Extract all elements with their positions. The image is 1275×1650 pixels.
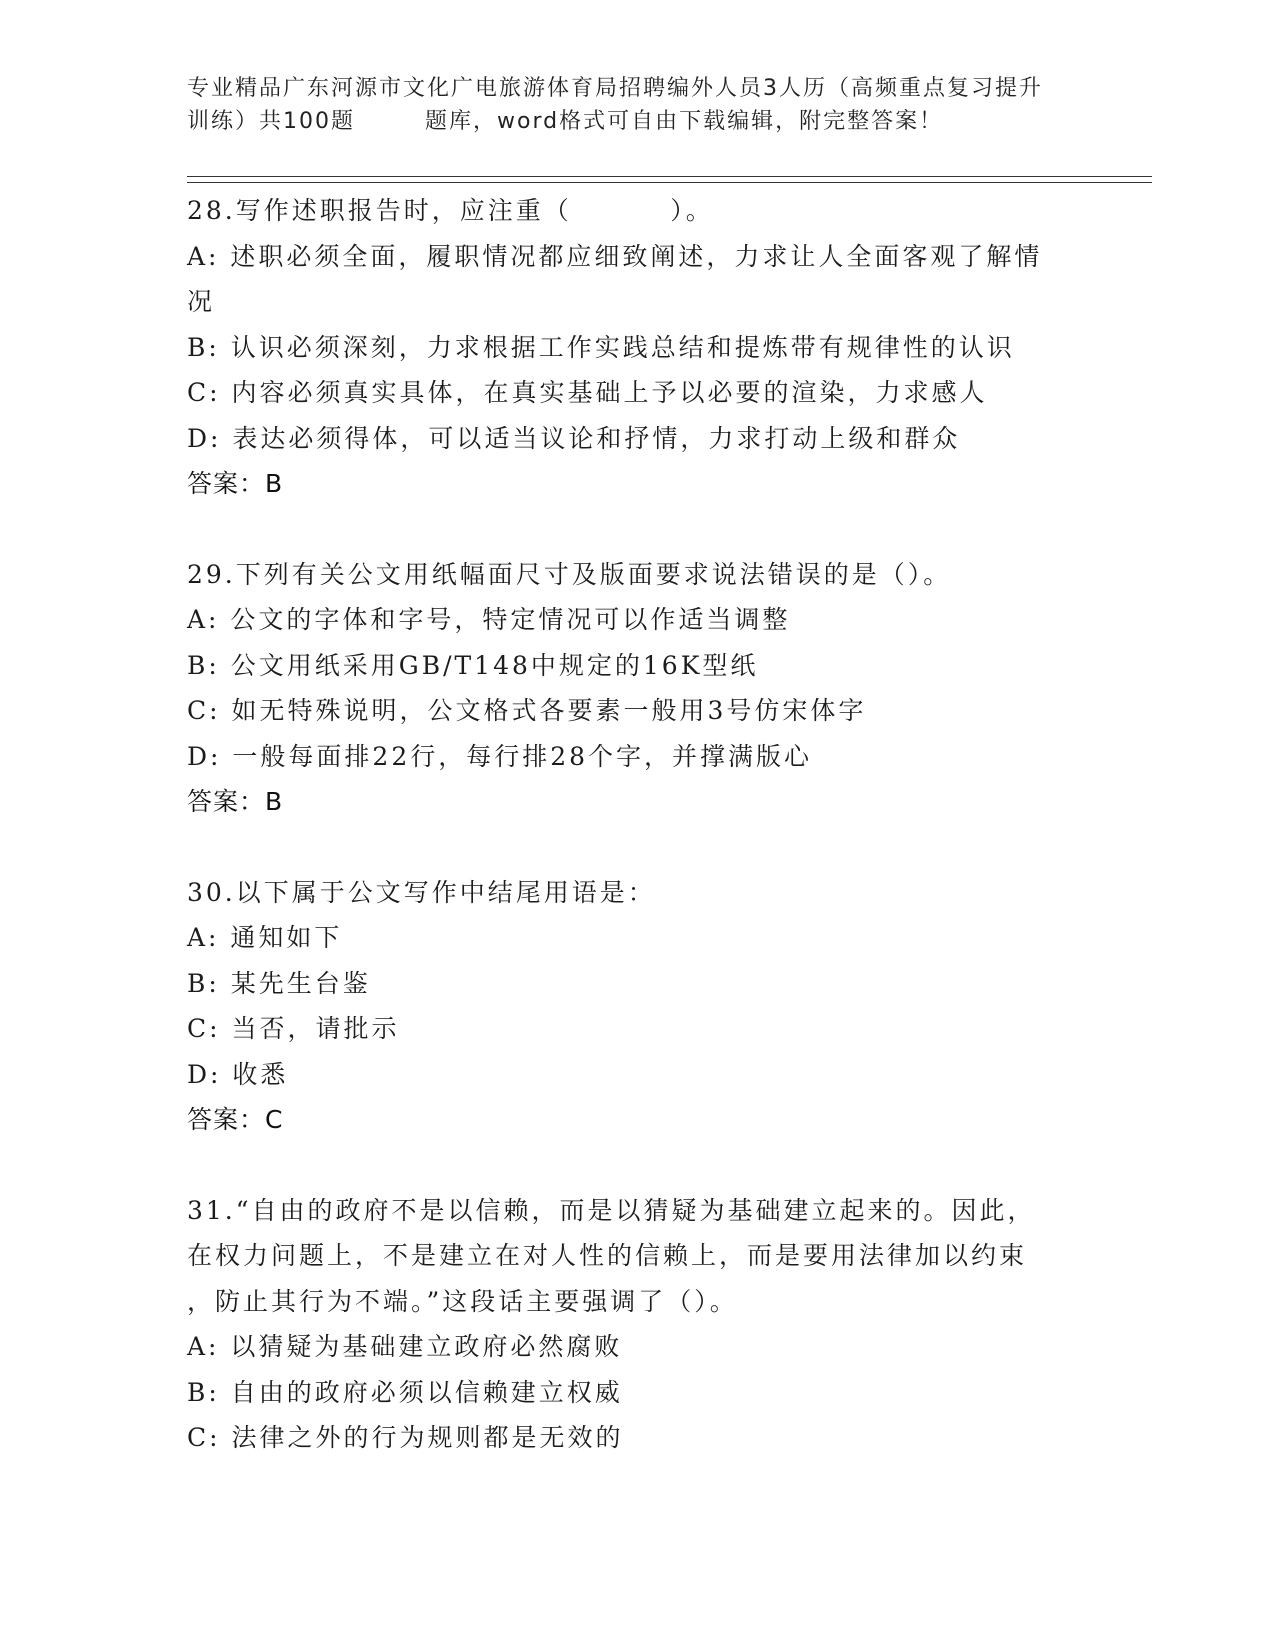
question-block (187, 552, 1087, 825)
question-block (187, 1188, 1087, 1461)
header-title-part-1: 训练）共100题 (187, 109, 355, 134)
header-title-line-1: 专业精品广东河源市文化广电旅游体育局招聘编外人员3人历（高频重点复习提升 (187, 76, 1043, 101)
header-divider-thin (187, 182, 1152, 183)
answer-key: 答案：C (187, 1105, 284, 1134)
question-block (187, 188, 1087, 507)
header-divider-thick (187, 176, 1152, 177)
question-stem: 29.下列有关公文用纸幅面尺寸及版面要求说法错误的是（）。 (187, 559, 952, 589)
question-stem: ，防止其行为不端。”这段话主要强调了（）。 (187, 1286, 738, 1316)
answer-option: C: 如无特殊说明，公文格式各要素一般用3号仿宋体字 (187, 696, 867, 725)
question-stem: 31.“自由的政府不是以信赖，而是以猜疑为基础建立起来的。因此， (187, 1195, 1036, 1225)
question-stem: 30.以下属于公文写作中结尾用语是： (187, 877, 656, 907)
answer-option: A: 通知如下 (187, 923, 343, 952)
document-header (187, 72, 1087, 138)
answer-option: C: 当否，请批示 (187, 1014, 400, 1043)
answer-option: C: 法律之外的行为规则都是无效的 (187, 1423, 624, 1452)
question-list (187, 188, 1087, 1506)
answer-option: D: 收悉 (187, 1059, 289, 1089)
answer-option: B: 某先生台鉴 (187, 968, 371, 998)
question-stem: 28.写作述职报告时，应注重（ ）。 (187, 196, 714, 225)
answer-option: B: 公文用纸采用GB/T148中规定的16K型纸 (187, 650, 759, 680)
answer-option: A: 述职必须全面，履职情况都应细致阐述，力求让人全面客观了解情 (187, 241, 1043, 271)
answer-option: B: 认识必须深刻，力求根据工作实践总结和提炼带有规律性的认识 (187, 332, 1015, 362)
answer-option: C: 内容必须真实具体，在真实基础上予以必要的渲染，力求感人 (187, 378, 988, 407)
answer-key: 答案：B (187, 469, 284, 498)
answer-option: 况 (187, 287, 216, 316)
answer-option: A: 以猜疑为基础建立政府必然腐败 (187, 1332, 623, 1361)
answer-key: 答案：B (187, 787, 284, 816)
answer-option: D: 表达必须得体，可以适当议论和抒情，力求打动上级和群众 (187, 423, 961, 453)
answer-option: A: 公文的字体和字号，特定情况可以作适当调整 (187, 605, 791, 634)
header-title-part-2: 题库，word格式可自由下载编辑，附完整答案！ (425, 109, 944, 134)
question-stem: 在权力问题上，不是建立在对人性的信赖上，而是要用法律加以约束 (187, 1241, 1028, 1270)
question-block (187, 870, 1087, 1143)
answer-option: B: 自由的政府必须以信赖建立权威 (187, 1377, 623, 1407)
header-title-line-2 (187, 105, 1087, 138)
answer-option: D: 一般每面排22行，每行排28个字，并撑满版心 (187, 741, 813, 771)
